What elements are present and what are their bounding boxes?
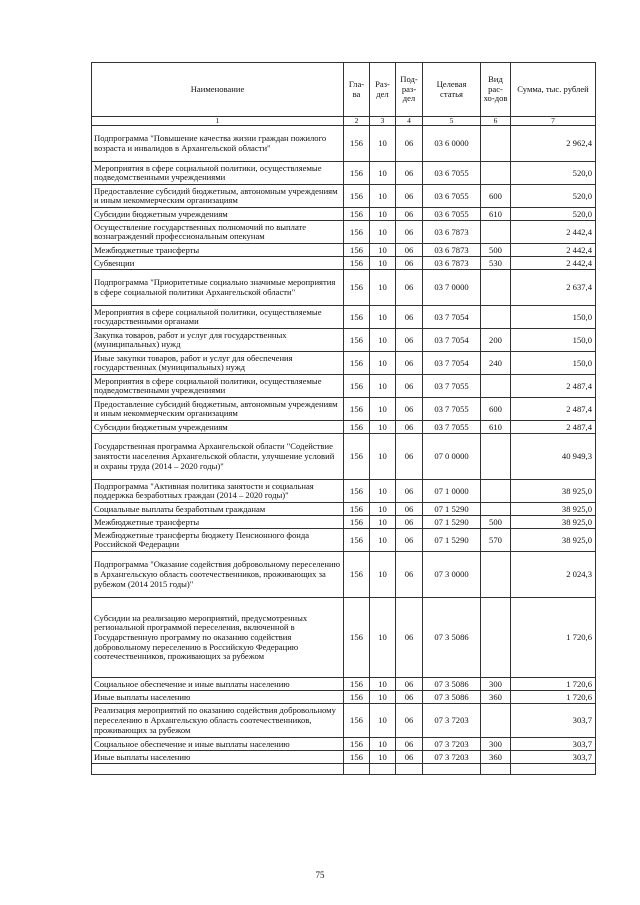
header-target: Целевая статья xyxy=(423,63,481,117)
cell-name: Подпрограмма "Повышение качества жизни граждан пожилого возраста и инвалидов в Архангельской области" xyxy=(92,126,344,162)
cell-chapter: 156 xyxy=(344,598,370,678)
cell-target: 07 3 5086 xyxy=(423,598,481,678)
cell-type: 570 xyxy=(481,529,511,552)
cell-subsection: 06 xyxy=(396,270,423,306)
cell-section: 10 xyxy=(370,738,396,751)
cell-chapter: 156 xyxy=(344,375,370,398)
cell-sum: 150,0 xyxy=(511,352,596,375)
cell-chapter: 156 xyxy=(344,126,370,162)
cell-type xyxy=(481,306,511,329)
cell-name: Иные выплаты населению xyxy=(92,751,344,764)
cell-target: 03 6 0000 xyxy=(423,126,481,162)
column-number: 6 xyxy=(481,117,511,126)
table-row xyxy=(92,329,596,352)
cell-name: Социальное обеспечение и иные выплаты населению xyxy=(92,738,344,751)
header-name: Наименование xyxy=(92,63,344,117)
cell-subsection: 06 xyxy=(396,738,423,751)
cell-sum: 303,7 xyxy=(511,704,596,738)
header-chapter: Гла-ва xyxy=(344,63,370,117)
cell-chapter: 156 xyxy=(344,270,370,306)
cell-section: 10 xyxy=(370,503,396,516)
cell-target: 07 0 0000 xyxy=(423,434,481,480)
cell-type: 600 xyxy=(481,185,511,208)
cell-type: 610 xyxy=(481,208,511,221)
cell-type: 300 xyxy=(481,678,511,691)
cell-chapter: 156 xyxy=(344,221,370,244)
cell-section: 10 xyxy=(370,329,396,352)
table-row xyxy=(92,529,596,552)
cell-section: 10 xyxy=(370,375,396,398)
cell-subsection: 06 xyxy=(396,529,423,552)
cell-section: 10 xyxy=(370,691,396,704)
cell-chapter: 156 xyxy=(344,480,370,503)
cell-subsection: 06 xyxy=(396,704,423,738)
cell-target: 03 7 7054 xyxy=(423,306,481,329)
cell-type xyxy=(481,704,511,738)
cell-section: 10 xyxy=(370,678,396,691)
cell-name: Мероприятия в сфере социальной политики, осуществляемые подведомственными учреждениями xyxy=(92,162,344,185)
table-row xyxy=(92,434,596,480)
table-row xyxy=(92,221,596,244)
table-row xyxy=(92,257,596,270)
empty-cell xyxy=(370,764,396,775)
cell-type: 500 xyxy=(481,516,511,529)
cell-name: Подпрограмма "Приоритетные социально значимые мероприятия в сфере социальной политики Архангельской области" xyxy=(92,270,344,306)
cell-type: 200 xyxy=(481,329,511,352)
cell-target: 03 7 7054 xyxy=(423,352,481,375)
cell-name: Мероприятия в сфере социальной политики, осуществляемые государственными органами xyxy=(92,306,344,329)
cell-name: Межбюджетные трансферты xyxy=(92,244,344,257)
cell-type xyxy=(481,552,511,598)
column-number-row xyxy=(92,117,596,126)
cell-name: Субсидии бюджетным учреждениям xyxy=(92,421,344,434)
cell-sum: 303,7 xyxy=(511,738,596,751)
page-number: 75 xyxy=(315,870,325,880)
table-row xyxy=(92,126,596,162)
cell-type: 500 xyxy=(481,244,511,257)
cell-sum: 2 487,4 xyxy=(511,398,596,421)
cell-type: 240 xyxy=(481,352,511,375)
cell-chapter: 156 xyxy=(344,185,370,208)
cell-type xyxy=(481,480,511,503)
table-row xyxy=(92,244,596,257)
table-row xyxy=(92,421,596,434)
cell-target: 03 6 7873 xyxy=(423,257,481,270)
cell-chapter: 156 xyxy=(344,398,370,421)
table-row xyxy=(92,162,596,185)
cell-subsection: 06 xyxy=(396,480,423,503)
cell-target: 03 6 7055 xyxy=(423,162,481,185)
cell-target: 07 1 5290 xyxy=(423,529,481,552)
cell-section: 10 xyxy=(370,126,396,162)
column-number: 5 xyxy=(423,117,481,126)
cell-target: 03 6 7873 xyxy=(423,244,481,257)
table-row xyxy=(92,598,596,678)
cell-chapter: 156 xyxy=(344,704,370,738)
cell-sum: 38 925,0 xyxy=(511,529,596,552)
column-number: 1 xyxy=(92,117,344,126)
empty-cell xyxy=(511,764,596,775)
cell-section: 10 xyxy=(370,306,396,329)
table-row xyxy=(92,398,596,421)
cell-subsection: 06 xyxy=(396,503,423,516)
cell-sum: 520,0 xyxy=(511,162,596,185)
cell-subsection: 06 xyxy=(396,244,423,257)
cell-subsection: 06 xyxy=(396,598,423,678)
cell-chapter: 156 xyxy=(344,516,370,529)
cell-name: Реализация мероприятий по оказанию содействия добровольному переселению в Архангельскую область соотечественников, проживающих за рубежом xyxy=(92,704,344,738)
cell-subsection: 06 xyxy=(396,691,423,704)
cell-type xyxy=(481,375,511,398)
cell-type xyxy=(481,434,511,480)
column-number: 2 xyxy=(344,117,370,126)
cell-subsection: 06 xyxy=(396,126,423,162)
column-number: 7 xyxy=(511,117,596,126)
table-row xyxy=(92,738,596,751)
header-expense-type: Вид рас-хо-дов xyxy=(481,63,511,117)
cell-name: Субсидии на реализацию мероприятий, предусмотренных региональной программой переселения, включенной в Государственную программу по оказанию содействия добровольному переселению в Российскую Федерацию соотечественников, проживающих за рубежом xyxy=(92,598,344,678)
cell-subsection: 06 xyxy=(396,678,423,691)
cell-target: 07 3 5086 xyxy=(423,678,481,691)
cell-subsection: 06 xyxy=(396,375,423,398)
cell-section: 10 xyxy=(370,270,396,306)
cell-sum: 2 487,4 xyxy=(511,375,596,398)
cell-subsection: 06 xyxy=(396,398,423,421)
cell-chapter: 156 xyxy=(344,329,370,352)
cell-name: Социальное обеспечение и иные выплаты населению xyxy=(92,678,344,691)
cell-type xyxy=(481,598,511,678)
cell-section: 10 xyxy=(370,529,396,552)
cell-subsection: 06 xyxy=(396,329,423,352)
cell-chapter: 156 xyxy=(344,208,370,221)
cell-target: 07 1 5290 xyxy=(423,503,481,516)
column-number: 3 xyxy=(370,117,396,126)
table-header-row xyxy=(92,63,596,117)
cell-type xyxy=(481,162,511,185)
cell-name: Межбюджетные трансферты бюджету Пенсионного фонда Российской Федерации xyxy=(92,529,344,552)
cell-sum: 2 487,4 xyxy=(511,421,596,434)
cell-name: Осуществление государственных полномочий по выплате вознаграждений профессиональным опекунам xyxy=(92,221,344,244)
empty-cell xyxy=(92,764,344,775)
cell-chapter: 156 xyxy=(344,738,370,751)
cell-section: 10 xyxy=(370,244,396,257)
cell-subsection: 06 xyxy=(396,257,423,270)
cell-chapter: 156 xyxy=(344,434,370,480)
cell-sum: 1 720,6 xyxy=(511,678,596,691)
empty-row xyxy=(92,764,596,775)
cell-subsection: 06 xyxy=(396,208,423,221)
cell-section: 10 xyxy=(370,221,396,244)
column-number: 4 xyxy=(396,117,423,126)
cell-name: Подпрограмма "Активная политика занятости и социальная поддержка безработных граждан (2014 – 2020 годы)" xyxy=(92,480,344,503)
cell-type: 300 xyxy=(481,738,511,751)
cell-name: Социальные выплаты безработным гражданам xyxy=(92,503,344,516)
cell-section: 10 xyxy=(370,398,396,421)
cell-name: Межбюджетные трансферты xyxy=(92,516,344,529)
cell-subsection: 06 xyxy=(396,552,423,598)
cell-subsection: 06 xyxy=(396,221,423,244)
cell-section: 10 xyxy=(370,162,396,185)
cell-section: 10 xyxy=(370,421,396,434)
cell-subsection: 06 xyxy=(396,516,423,529)
cell-name: Предоставление субсидий бюджетным, автономным учреждениям и иным некоммерческим организациям xyxy=(92,185,344,208)
cell-subsection: 06 xyxy=(396,421,423,434)
cell-chapter: 156 xyxy=(344,503,370,516)
cell-target: 03 7 0000 xyxy=(423,270,481,306)
table-row xyxy=(92,480,596,503)
cell-subsection: 06 xyxy=(396,162,423,185)
cell-sum: 2 442,4 xyxy=(511,244,596,257)
cell-sum: 1 720,6 xyxy=(511,691,596,704)
table-row xyxy=(92,270,596,306)
table-row xyxy=(92,691,596,704)
cell-target: 07 3 7203 xyxy=(423,704,481,738)
cell-subsection: 06 xyxy=(396,751,423,764)
cell-sum: 1 720,6 xyxy=(511,598,596,678)
cell-section: 10 xyxy=(370,257,396,270)
empty-cell xyxy=(481,764,511,775)
cell-section: 10 xyxy=(370,516,396,529)
cell-sum: 38 925,0 xyxy=(511,480,596,503)
table-row xyxy=(92,375,596,398)
cell-type: 530 xyxy=(481,257,511,270)
table-row xyxy=(92,678,596,691)
cell-sum: 40 949,3 xyxy=(511,434,596,480)
cell-chapter: 156 xyxy=(344,244,370,257)
cell-sum: 520,0 xyxy=(511,185,596,208)
cell-type xyxy=(481,221,511,244)
cell-name: Государственная программа Архангельской области "Содействие занятости населения Архангельской области, улучшение условий и охраны труда (2014 – 2020 годы)" xyxy=(92,434,344,480)
cell-target: 07 3 0000 xyxy=(423,552,481,598)
cell-name: Закупка товаров, работ и услуг для государственных (муниципальных) нужд xyxy=(92,329,344,352)
table-body xyxy=(92,126,596,775)
cell-section: 10 xyxy=(370,208,396,221)
cell-section: 10 xyxy=(370,434,396,480)
cell-sum: 303,7 xyxy=(511,751,596,764)
cell-chapter: 156 xyxy=(344,691,370,704)
cell-type xyxy=(481,126,511,162)
cell-sum: 2 637,4 xyxy=(511,270,596,306)
table-row xyxy=(92,751,596,764)
cell-section: 10 xyxy=(370,185,396,208)
cell-target: 03 7 7055 xyxy=(423,375,481,398)
table-row xyxy=(92,516,596,529)
cell-name: Мероприятия в сфере социальной политики, осуществляемые подведомственными учреждениями xyxy=(92,375,344,398)
cell-name: Субвенции xyxy=(92,257,344,270)
cell-name: Иные закупки товаров, работ и услуг для обеспечения государственных (муниципальных) нужд xyxy=(92,352,344,375)
cell-chapter: 156 xyxy=(344,552,370,598)
cell-chapter: 156 xyxy=(344,257,370,270)
cell-section: 10 xyxy=(370,751,396,764)
cell-sum: 2 024,3 xyxy=(511,552,596,598)
cell-section: 10 xyxy=(370,352,396,375)
cell-chapter: 156 xyxy=(344,162,370,185)
table-row xyxy=(92,352,596,375)
header-section: Раз-дел xyxy=(370,63,396,117)
cell-target: 07 3 7203 xyxy=(423,751,481,764)
cell-name: Иные выплаты населению xyxy=(92,691,344,704)
cell-chapter: 156 xyxy=(344,306,370,329)
budget-table xyxy=(91,62,596,775)
cell-target: 03 7 7055 xyxy=(423,421,481,434)
cell-section: 10 xyxy=(370,598,396,678)
table-row xyxy=(92,552,596,598)
table-row xyxy=(92,185,596,208)
cell-target: 07 3 5086 xyxy=(423,691,481,704)
cell-target: 03 7 7055 xyxy=(423,398,481,421)
cell-chapter: 156 xyxy=(344,352,370,375)
empty-cell xyxy=(344,764,370,775)
cell-sum: 38 925,0 xyxy=(511,516,596,529)
cell-type xyxy=(481,270,511,306)
cell-type xyxy=(481,503,511,516)
cell-target: 07 1 0000 xyxy=(423,480,481,503)
cell-chapter: 156 xyxy=(344,421,370,434)
cell-sum: 2 962,4 xyxy=(511,126,596,162)
cell-target: 03 6 7873 xyxy=(423,221,481,244)
cell-type: 600 xyxy=(481,398,511,421)
cell-target: 03 6 7055 xyxy=(423,208,481,221)
cell-name: Предоставление субсидий бюджетным, автономным учреждениям и иным некоммерческим организациям xyxy=(92,398,344,421)
table-row xyxy=(92,306,596,329)
cell-target: 07 3 7203 xyxy=(423,738,481,751)
cell-sum: 150,0 xyxy=(511,329,596,352)
cell-target: 07 1 5290 xyxy=(423,516,481,529)
empty-cell xyxy=(423,764,481,775)
empty-cell xyxy=(396,764,423,775)
cell-chapter: 156 xyxy=(344,529,370,552)
header-sum: Сумма, тыс. рублей xyxy=(511,63,596,117)
cell-name: Подпрограмма "Оказание содействия добровольному переселению в Архангельскую область соотечественников, проживающих за рубежом (2014 2015 годы)" xyxy=(92,552,344,598)
cell-subsection: 06 xyxy=(396,306,423,329)
cell-chapter: 156 xyxy=(344,751,370,764)
cell-name: Субсидии бюджетным учреждениям xyxy=(92,208,344,221)
cell-target: 03 6 7055 xyxy=(423,185,481,208)
cell-sum: 2 442,4 xyxy=(511,257,596,270)
cell-sum: 38 925,0 xyxy=(511,503,596,516)
table-row xyxy=(92,503,596,516)
cell-sum: 2 442,4 xyxy=(511,221,596,244)
cell-subsection: 06 xyxy=(396,434,423,480)
cell-target: 03 7 7054 xyxy=(423,329,481,352)
table-row xyxy=(92,704,596,738)
header-subsection: Под-раз-дел xyxy=(396,63,423,117)
cell-section: 10 xyxy=(370,480,396,503)
cell-subsection: 06 xyxy=(396,352,423,375)
cell-subsection: 06 xyxy=(396,185,423,208)
cell-section: 10 xyxy=(370,552,396,598)
cell-sum: 150,0 xyxy=(511,306,596,329)
table-row xyxy=(92,208,596,221)
cell-section: 10 xyxy=(370,704,396,738)
cell-sum: 520,0 xyxy=(511,208,596,221)
cell-type: 360 xyxy=(481,751,511,764)
cell-type: 360 xyxy=(481,691,511,704)
cell-type: 610 xyxy=(481,421,511,434)
cell-chapter: 156 xyxy=(344,678,370,691)
